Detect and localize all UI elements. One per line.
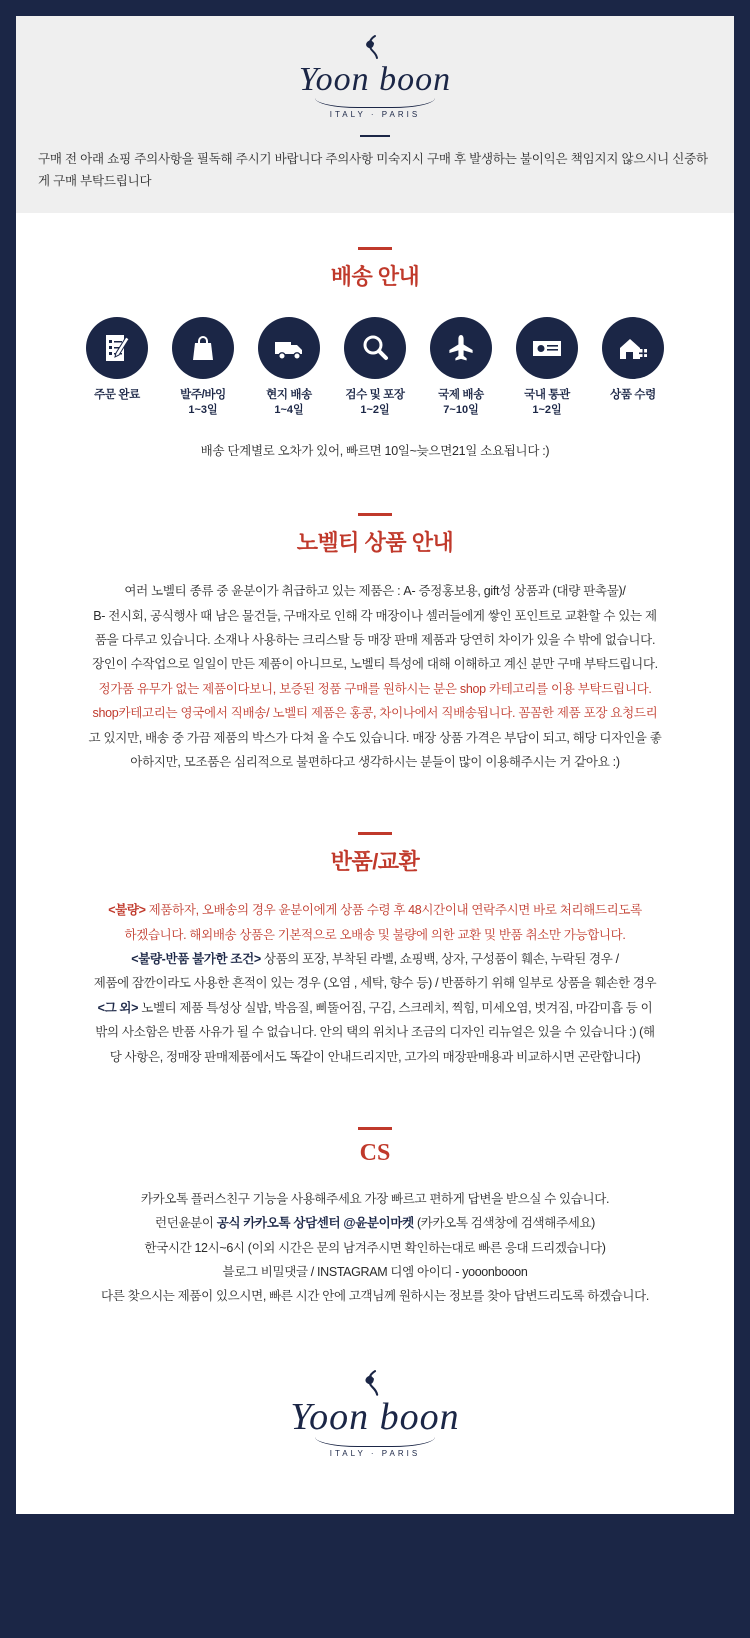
section-rule [358, 1127, 392, 1130]
returns-line: 제품에 잠깐이라도 사용한 흔적이 있는 경우 (오염 , 세탁, 향수 등) / 반품하기 위해 일부로 상품을 훼손한 경우 [93, 976, 657, 991]
novelty-line: 여러 노벨티 종류 중 윤분이가 취급하고 있는 제품은 : A- 증정홍보용, gift성 상품과 (대량 판촉물)/ [124, 584, 626, 599]
returns-line-text: 노벨티 제품 특성상 실밥, 박음질, 삐뚤어짐, 구김, 스크레치, 찍힘, 미세오염, 벗겨짐, 마감미흡 등 이 [138, 1000, 653, 1015]
returns-title: 반품/교환 [330, 849, 420, 875]
novelty-section [16, 459, 734, 774]
cs-kakao-channel: 공식 카카오톡 상담센터 @윤분이마켓 [216, 1216, 414, 1231]
airplane-icon [430, 317, 492, 379]
cs-section [16, 1069, 734, 1309]
brand-name: Yoon boon [290, 1395, 460, 1438]
magnifier-icon [344, 317, 406, 379]
shipping-step [165, 317, 241, 420]
returns-body [16, 898, 734, 1069]
step-label: 현지 배송 [266, 388, 312, 401]
step-label: 상품 수령 [610, 388, 656, 401]
returns-line [38, 996, 712, 1020]
step-label: 국제 배송 [438, 388, 484, 401]
novelty-line: B- 전시회, 공식행사 때 남은 물건들, 구매자로 인해 각 매장이나 셀러들에게 쌓인 포인트로 교환할 수 있는 제 [93, 608, 657, 623]
brand-swash [315, 98, 435, 108]
cs-body [16, 1187, 734, 1309]
footer-logo [16, 1309, 734, 1514]
cs-line: 블로그 비밀댓글 / INSTAGRAM 디엠 아이디 - yooonbooon [222, 1265, 528, 1280]
cs-line-suffix: (카카오톡 검색창에 검색해주세요) [413, 1216, 595, 1231]
returns-line-text: 제품하자, 오배송의 경우 윤분이에게 상품 수령 후 48시간이내 연락주시면 바로 처리해드리도록 [145, 903, 642, 918]
brand-subtitle: ITALY · PARIS [329, 1448, 421, 1458]
shipping-title: 배송 안내 [330, 263, 420, 289]
step-sub: 1~4일 [274, 404, 304, 417]
brand-subtitle: ITALY · PARIS [329, 110, 421, 119]
step-sub: 1~2일 [360, 404, 390, 417]
cs-line: 한국시간 12시~6시 (이외 시간은 문의 남겨주시면 확인하는대로 빠른 응대 드리겠습니다) [144, 1240, 606, 1255]
shopping-bag-icon [172, 317, 234, 379]
returns-line-text: 상품의 포장, 부착된 라벨, 쇼핑백, 상자, 구성품이 훼손, 누락된 경우 / [260, 952, 619, 967]
section-rule [358, 513, 392, 516]
returns-line: 하겠습니다. 해외배송 상품은 기본적으로 오배송 및 불량에 의한 교환 및 반품 취소만 가능합니다. [124, 927, 626, 942]
novelty-line: 품을 다루고 있습니다. 소재나 사용하는 크리스탈 등 매장 판매 제품과 당연히 차이가 있을 수 밖에 없습니다. [94, 633, 656, 648]
step-sub: 1~2일 [532, 404, 562, 417]
novelty-line: 고 있지만, 배송 중 가끔 제품의 박스가 다쳐 올 수도 있습니다. 매장 상품 가격은 부담이 되고, 해당 디자인을 좋 [88, 730, 662, 745]
truck-icon [258, 317, 320, 379]
step-label: 발주/바잉 [180, 388, 226, 401]
header-section [16, 16, 734, 213]
returns-section [16, 774, 734, 1069]
novelty-body [16, 579, 734, 774]
shipping-step [251, 317, 327, 420]
header-logo [16, 30, 734, 119]
header-notice-text: 구매 전 아래 쇼핑 주의사항을 필독해 주시기 바랍니다 주의사항 미숙지시 구매 후 발생하는 불이익은 책임지지 않으시니 신중하게 구매 부탁드립니다 [38, 152, 708, 188]
step-sub: 7~10일 [443, 404, 479, 417]
header-divider [360, 135, 390, 137]
shipping-steps [16, 317, 734, 420]
returns-line: 당 사항은, 정매장 판매제품에서도 똑같이 안내드리지만, 고가의 매장판매용과 비교하시면 곤란합니다) [109, 1049, 641, 1064]
shipping-section [16, 213, 734, 460]
returns-tag: <불량-반품 불가한 조건> [131, 952, 261, 967]
step-label: 검수 및 포장 [345, 388, 405, 401]
shipping-step [509, 317, 585, 420]
shipping-step [79, 317, 155, 404]
order-list-icon [86, 317, 148, 379]
cs-line: 다른 찾으시는 제품이 있으시면, 빠른 시간 안에 고객님께 원하시는 정보를 찾아 답변드리도록 하겠습니다. [101, 1289, 649, 1304]
cs-line [34, 1211, 716, 1235]
step-label: 주문 완료 [94, 388, 140, 401]
step-sub: 1~3일 [188, 404, 218, 417]
novelty-title: 노벨티 상품 안내 [296, 530, 454, 556]
returns-line [38, 947, 712, 971]
cs-line-prefix: 런던윤분이 [155, 1216, 217, 1231]
section-rule [358, 832, 392, 835]
novelty-red-line: 정가품 유무가 없는 제품이다보니, 보증된 정품 구매를 원하시는 분은 shop 카테고리를 이용 부탁드립니다. [98, 681, 652, 696]
returns-line: 밖의 사소함은 반품 사유가 될 수 없습니다. 안의 택의 위치나 조금의 디자인 리뉴얼은 있을 수 있습니다 :) (해 [95, 1025, 655, 1040]
brand-name: Yoon boon [298, 61, 452, 98]
shipping-note: 배송 단계별로 오차가 있어, 빠르면 10일~늦으면21일 소요됩니다 :) [200, 444, 550, 459]
content-sheet [16, 16, 734, 1514]
returns-tag: <그 외> [97, 1000, 139, 1015]
brand-swash [315, 1437, 435, 1447]
cs-line: 카카오톡 플러스친구 기능을 사용해주세요 가장 빠르고 편하게 답변을 받으실 수 있습니다. [140, 1191, 610, 1206]
customs-card-icon [516, 317, 578, 379]
shipping-step [595, 317, 671, 404]
leaf-icon [275, 1369, 475, 1397]
step-label: 국내 통관 [524, 388, 570, 401]
returns-line [38, 898, 712, 922]
house-gift-icon [602, 317, 664, 379]
returns-tag: <불량> [108, 903, 146, 918]
shipping-step [423, 317, 499, 420]
leaf-icon [275, 34, 475, 62]
section-rule [358, 247, 392, 250]
novelty-line: 장인이 수작업으로 일일이 만든 제품이 아니므로, 노벨티 특성에 대해 이해하고 계신 분만 구매 부탁드립니다. [92, 657, 658, 672]
novelty-red-line: shop카테고리는 영국에서 직배송/ 노벨티 제품은 홍콩, 차이나에서 직배송됩니다. 꼼꼼한 제품 포장 요청드리 [92, 706, 658, 721]
novelty-line: 아하지만, 모조품은 심리적으로 불편하다고 생각하시는 분들이 많이 이용해주시는 거 같아요 :) [130, 754, 620, 769]
cs-title: CS [359, 1139, 391, 1166]
shipping-step [337, 317, 413, 420]
